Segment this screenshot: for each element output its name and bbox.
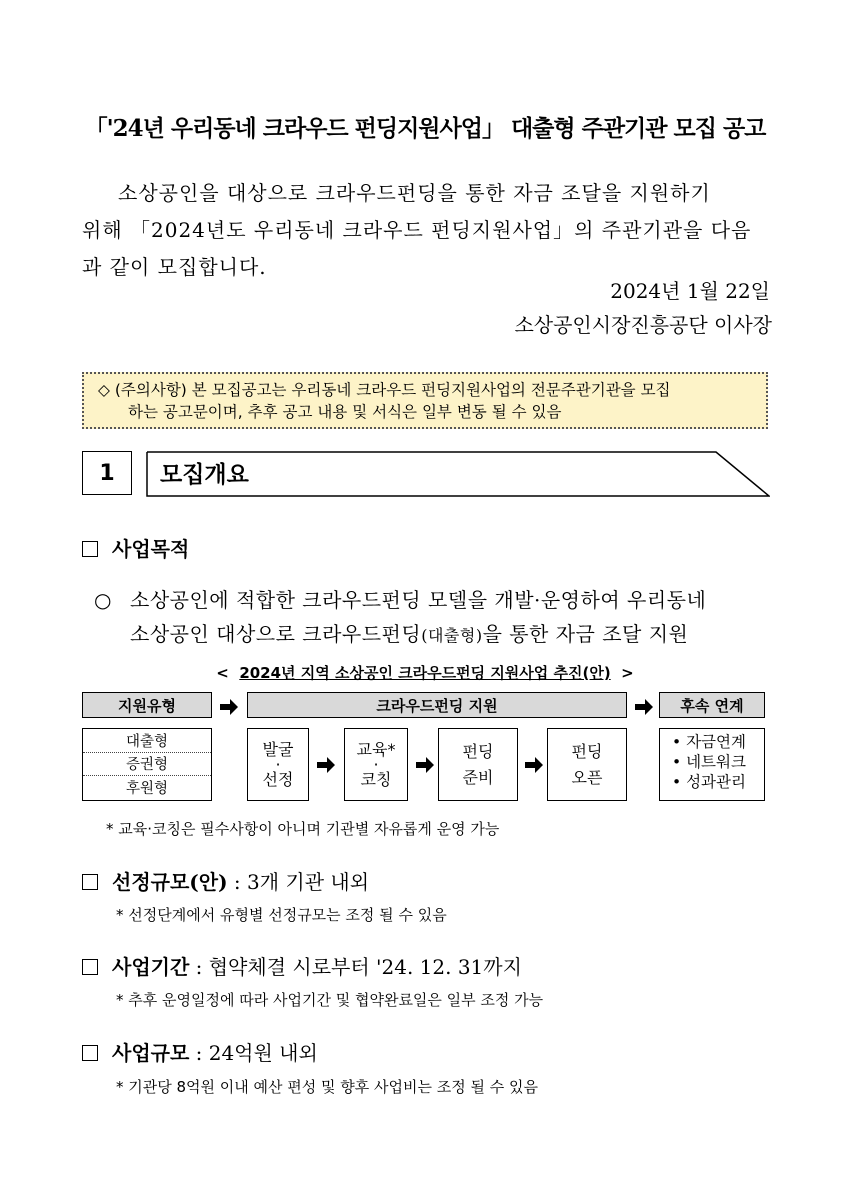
step-discovery-selection: 발굴 · 선정 xyxy=(247,728,309,801)
intro-line-3: 과 같이 모집합니다. xyxy=(82,255,267,279)
intro-line-2: 위해 「2024년도 우리동네 크라우드 펀딩지원사업」의 주관기관을 다음 xyxy=(82,218,752,242)
checkbox-icon xyxy=(82,874,98,890)
project-budget-note: * 기관당 8억원 이내 예산 편성 및 향후 사업비는 조정 될 수 있음 xyxy=(116,1078,539,1096)
support-types-box xyxy=(82,728,212,801)
arrow-right-icon xyxy=(524,755,544,775)
header-support-types: 지원유형 xyxy=(82,692,212,718)
notice-box xyxy=(82,372,768,429)
section-number: 1 xyxy=(82,451,132,495)
project-budget-item: 사업규모 : 24억원 내외 xyxy=(82,1037,318,1066)
section-title: 모집개요 xyxy=(160,462,249,488)
step-funding-open: 펀딩 오픈 xyxy=(547,728,627,801)
follow-up-box xyxy=(659,728,765,801)
checkbox-icon xyxy=(82,959,98,975)
checkbox-icon xyxy=(82,1045,98,1061)
purpose-text xyxy=(94,583,774,653)
follow-up-item: • 네트워크 xyxy=(672,753,746,771)
project-period-item: 사업기간 : 협약체결 시로부터 '24. 12. 31까지 xyxy=(82,951,522,980)
selection-scale-note: * 선정단계에서 유형별 선정규모는 조정 될 수 있음 xyxy=(116,906,447,924)
page-title: 「'24년 우리동네 크라우드 펀딩지원사업」 대출형 주관기관 모집 공고 xyxy=(84,115,766,142)
checkbox-icon xyxy=(82,541,98,557)
type-securities: 증권형 xyxy=(83,753,211,777)
purpose-line-1: 소상공인에 적합한 크라우드펀딩 모델을 개발·운영하여 우리동네 xyxy=(130,588,707,612)
circle-bullet-icon: ○ xyxy=(94,588,112,612)
follow-up-item: • 자금연계 xyxy=(672,733,746,751)
announcement-date: 2024년 1월 22일 xyxy=(610,279,770,303)
purpose-line-2: 소상공인 대상으로 크라우드펀딩(대출형)을 통한 자금 조달 지원 xyxy=(130,622,689,646)
arrow-right-icon xyxy=(316,755,336,775)
follow-up-item: • 성과관리 xyxy=(672,773,746,791)
header-crowdfunding-support: 크라우드펀딩 지원 xyxy=(247,692,627,718)
header-follow-up: 후속 연계 xyxy=(659,692,765,718)
project-period-note: * 추후 운영일정에 따라 사업기간 및 협약완료일은 일부 조정 가능 xyxy=(116,991,544,1009)
step-funding-preparation: 펀딩 준비 xyxy=(438,728,518,801)
arrow-right-icon xyxy=(415,755,435,775)
notice-line-1: ◇ (주의사항) 본 모집공고는 우리동네 크라우드 펀딩지원사업의 전문주관기관을 모집 xyxy=(98,381,671,399)
signer: 소상공인시장진흥공단 이사장 xyxy=(514,313,772,337)
diagram-footnote: * 교육·코칭은 필수사항이 아니며 기관별 자유롭게 운영 가능 xyxy=(106,820,500,838)
arrow-right-icon xyxy=(634,697,654,717)
purpose-heading: 사업목적 xyxy=(82,533,189,562)
diagram-title: < 2024년 지역 소상공인 크라우드펀딩 지원사업 추진(안) > xyxy=(216,664,634,682)
selection-scale-item: 선정규모(안) : 3개 기관 내외 xyxy=(82,866,369,895)
arrow-right-icon xyxy=(219,697,239,717)
intro-paragraph xyxy=(82,175,772,286)
type-donation: 후원형 xyxy=(125,781,169,798)
step-education-coaching: 교육* · 코칭 xyxy=(344,728,408,801)
notice-line-2: 하는 공고문이며, 추후 공고 내용 및 서식은 일부 변동 될 수 있음 xyxy=(128,403,562,421)
intro-line-1: 소상공인을 대상으로 크라우드펀딩을 통한 자금 조달을 지원하기 xyxy=(118,181,711,205)
type-loan: 대출형 xyxy=(83,729,211,753)
